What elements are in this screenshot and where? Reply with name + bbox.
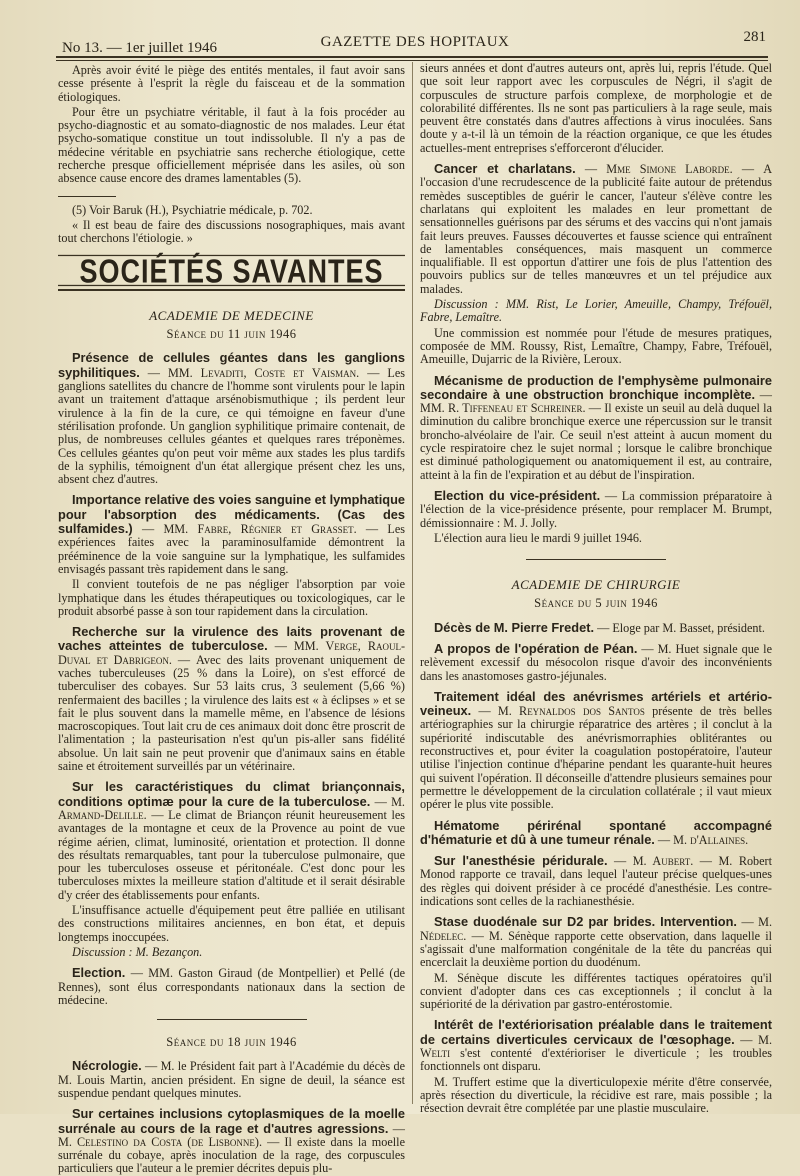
header-rule [56, 56, 768, 58]
entry-title: Sur les caractéristiques du climat briançonnais, conditions optimæ pour la cure de la tuberculose. [58, 779, 405, 809]
divider-rule [157, 1019, 307, 1020]
report-entry [58, 351, 405, 486]
intro-paragraph: Pour être un psychiatre véritable, il faut à la fois procéder au psycho-diagnostic et au somato-diagnostic de nos malades. Leur état psycho-somatique constitue un tout indissoluble. Il n'y a pas de médecine véritable en psychiatrie sans recherche étiologique, cette recherche presque officiellement méprisée dans les asiles, où son absence cause encore des drames lamentables (5). [58, 104, 405, 186]
entry-text: — La commission préparatoire à l'élection de la vice-présidence présente, pour remplacer M. Brumpt, démissionnaire : M. J. Jolly. [420, 488, 772, 530]
entry-title: Hématome périrénal spontané accompagné d'hématurie et dû à une tumeur rénale. [420, 817, 772, 847]
report-entry [420, 690, 772, 812]
entry-title: Stase duodénale sur D2 par brides. Intervention. [434, 914, 737, 930]
report-entry [420, 915, 772, 969]
report-entry [420, 819, 772, 848]
report-entry [58, 966, 405, 1007]
entry-authors: — MM. R. Tiffeneau et Schreiner. — [420, 387, 772, 416]
report-entry [58, 625, 405, 773]
entry-title: Cancer et charlatans. [434, 161, 576, 177]
entry-text: présente de très belles artériographies sur la chirurgie réparatrice des artères ; il conclut à la supériorité indiscutable des anévrismorraphies oblitérantes ou reconstructives et, pour éviter la coagulation postopératoire, l'auteur utilise l'injection continue d'héparine pendant les quarante-huit heures qui suivent l'opération. Il déconseille d'attendre plusieurs semaines pour permettre le développement de la circulation collatérale ; il vaut mieux opérer le plus vite possible. [420, 704, 772, 812]
entry-authors: — M. Welti [420, 1032, 772, 1060]
entry-text: — M. le Président fait part à l'Académie du décès de M. Louis Martin, ancien président. En signe de deuil, la séance est suspendue pendant quelques minutes. [58, 1059, 405, 1100]
entry-text: Une commission est nommée pour l'étude de mesures pratiques, composée de MM. Roussy, Rist, Lemaître, Champy, Fabre, Tréfouël, Ameuille, Dujarric de la Rivière, Leroux. [420, 325, 772, 367]
entry-discussion: Discussion : MM. Rist, Le Lorier, Ameuille, Champy, Tréfouël, Fabre, Lemaître. [420, 297, 772, 325]
report-entry [58, 780, 405, 902]
entry-text: M. Sénèque discute les différentes tactiques opératoires qu'il convient d'adopter dans ces cas exceptionnels ; il conclut à la supériorité de la dérivation par gastro-entérostomie. [420, 970, 772, 1012]
seance-date: Séance du 18 juin 1946 [166, 1035, 297, 1050]
seance-date: Séance du 11 juin 1946 [166, 327, 297, 342]
entry-title: Importance relative des voies sanguine et lymphatique pour l'absorption des médicaments. (Cas des sulfamides.) [58, 492, 405, 537]
entry-text: L'insuffisance actuelle d'équipement peut être palliée en utilisant des constructions militaires anciennes, en bon état, et depuis longtemps inoccupées. [58, 903, 405, 944]
entry-title: Traitement idéal des anévrismes artériels et artério-veineux. [420, 688, 772, 719]
footnote-quote: « Il est beau de faire des discussions nosographiques, mais avant tout cherchons l'étiologie. » [58, 217, 405, 246]
entry-authors: — MM. Levaditi, Coste et Vaisman. — [139, 365, 388, 380]
entry-authors: — M. Reynaldos dos Santos [471, 704, 653, 719]
footnote: (5) Voir Baruk (H.), Psychiatrie médicale, p. 702. [72, 202, 313, 217]
entry-title: A propos de l'opération de Péan. [434, 640, 638, 656]
page-number: 281 [743, 29, 766, 45]
report-entry [420, 854, 772, 908]
entry-authors: — MM. Verge, Raoul-Duval et Dabrigeon. — [58, 639, 406, 667]
entry-text: M. Sénèque rapporte cette observation, dans laquelle il s'agissait d'une malformation congénitale de la tête du pancréas qui encerclait la deuxième portion du duodénum. [420, 928, 772, 970]
entry-title: Intérêt de l'extériorisation préalable dans le traitement de certains diverticules cervicaux de l'œsophage. [420, 1017, 772, 1047]
entry-text: Il convient toutefois de ne pas négliger l'absorption par voie lymphatique dans les études thérapeutiques ou toxicologiques, car le produit absorbé passe à son tour rapidement dans la circulation. [58, 577, 405, 618]
entry-text: s'est contenté d'extérioriser le diverticule ; les troubles fonctionnels ont disparu. [420, 1046, 773, 1074]
right-column [420, 61, 773, 1116]
continued-text: sieurs années et dont d'autres auteurs ont, après lui, repris l'étude. Quel que soit leur rapport avec les corpuscules de Négri, il s'agit de corpuscules de structure parfois complexe, de morphologie et de colorabilité différentes. Ils ne sont pas particuliers à la rage seule, mais peuvent être constatés dans d'autres affections à virus inoculées. Sans doute y a-t-il là un témoin de la réaction organique, ce que les études actuelles-ment entreprises s'efforceront d'élucider. [420, 61, 772, 155]
report-entry [58, 1107, 405, 1175]
entry-text: L'élection aura lieu le mardi 9 juillet 1946. [434, 530, 642, 545]
entry-title: Election. [72, 965, 126, 981]
entry-text: Il existe un seuil au delà duquel la diminution du calibre bronchique exerce une répercussion sur le transit broncho-alvéolaire de l'air. Ce seuil n'est atteint à aucun moment du cycle respiratoire chez le sujet normal ; lorsque le calibre bronchique est diminué pathologiquement ou anatomiquement il est, au contraire, atteint à la fin de l'expiration et au début de l'inspiration. [420, 401, 772, 482]
divider-rule [526, 559, 666, 560]
report-entry [420, 162, 772, 296]
entry-authors: — M. Armand-Delille. — [58, 794, 405, 822]
report-entry [58, 493, 405, 576]
report-entry [420, 621, 772, 635]
entry-title: Décès de M. Pierre Fredet. [434, 619, 595, 635]
entry-text: Le climat de Briançon réunit heureusement les avantages de la montagne et ceux de la Provence au point de vue régime aérien, climat, luminosité, orientation et protection. Il donne des résultats remarquables, tant pour la tuberculose pulmonaire, que pour les tuberculoses osseuse et péritonéale. C'est donc pour les tuberculoses mixtes la meilleure station d'altitude et il serait désirable d'y créer des établissements pour enfants. [58, 807, 406, 902]
entry-authors: — Mme Simone Laborde. — [575, 162, 764, 177]
entry-text: M. Truffert estime que la diverticulopexie mérite d'être conservée, après résection du diverticule, la récidive est rare, mais possible ; la résection devrait être complétée par une plastie musculaire. [420, 1074, 772, 1116]
seance-date: Séance du 5 juin 1946 [534, 596, 658, 611]
section-title: SOCIÉTÉS SAVANTES [58, 254, 405, 286]
entry-authors: — M. d'Allaines. [654, 832, 749, 847]
entry-discussion: Discussion : M. Bezançon. [72, 944, 203, 959]
entry-text: — MM. Gaston Giraud (de Montpellier) et Pellé (de Rennes), sont élus correspondants nationaux dans la section de médecine. [58, 966, 405, 1007]
left-column [58, 63, 406, 1176]
page-header [56, 26, 774, 56]
intro-paragraph: Après avoir évité le piège des entités mentales, il faut avoir sans cesse présente à l'esprit la règle du faisceau et de la sommation étiologiques. [58, 63, 405, 104]
entry-title: Recherche sur la virulence des laits provenant de vaches atteintes de tuberculose. [58, 624, 405, 654]
entry-authors: — MM. Fabre, Régnier et Grasset. — [132, 522, 388, 537]
academie-heading: ACADEMIE DE MEDECINE [149, 307, 314, 323]
entry-title: Nécrologie. [72, 1058, 142, 1074]
entry-authors: — M. Celestino da Costa (de Lisbonne). — [58, 1121, 405, 1149]
entry-text: Avec des laits provenant uniquement de vaches tuberculeuses (25 % dans la Loire), on s'est efforcé de tuberculiser des cobayes. Sur 53 laits crus, 3 seulement (5,66 %) renfermaient des bacilles ; la virulence des laits est « à éclipses » et se fait le plus souvent dans la mamelle même, en l'absence de lésions macroscopiques. Tout lait cru de ces animaux doit donc être proscrit de l'alimentation ; la pasteurisation n'est qu'un pis-aller sans fidélité absolue. Un lait sain ne peut provenir que d'animaux sains en étable saine et étroitement surveillés par un vétérinaire. [58, 652, 405, 774]
entry-text: Les ganglions satellites du chancre de l'homme sont virulents pour le lapin avant un traitement d'attaque arsénobismuthique ; ils perdent leur virulence à la fin de la cure, ce qui témoigne en faveur d'une stérilisation profonde. Un ganglion syphilitique primaire contenait, de plus, de nombreuses cellules géantes et quelques rares tréponèmes. Ces cellules géantes qu'on peut voir même aux stades les plus tardifs de la syphilis, témoignent d'un état allergique présent chez les uns, absent chez d'autres. [58, 365, 405, 487]
academie-heading: ACADEMIE DE CHIRURGIE [511, 577, 681, 593]
entry-text: M. Robert Monod rapporte ce travail, dans lequel l'auteur précise quelques-unes des règles qui doivent présider à ce procédé d'anesthésie. Les contre-indications sont celles de la rachianesthésie. [420, 854, 772, 909]
entry-text: — M. Huet signale que le relèvement excessif du mésocolon risque d'avoir des inconvénients dans les anastomoses gastro-jéjunales. [420, 641, 772, 683]
report-entry [420, 489, 772, 530]
entry-title: Sur l'anesthésie péridurale. [434, 853, 608, 869]
column-divider [412, 62, 413, 1104]
entry-authors: — M. Nédelec. — [420, 915, 773, 943]
entry-text: Les expériences faites avec la paraminosulfamide démontrent la prééminence de la voie sanguine sur la lymphatique, les sulfamides envisagés passant très rapidement dans le sang. [58, 522, 405, 576]
entry-text: — Eloge par M. Basset, président. [594, 620, 765, 635]
report-entry [58, 1059, 405, 1100]
report-entry [420, 642, 772, 683]
entry-title: Mécanisme de production de l'emphysème pulmonaire secondaire à une obstruction bronchique incomplète. [420, 372, 772, 402]
entry-title: Election du vice-président. [434, 487, 601, 503]
entry-authors: — M. Aubert. — [607, 854, 719, 869]
entry-title: Sur certaines inclusions cytoplasmiques de la moelle surrénale au cours de la rage et d'autres agressions. [58, 1106, 405, 1136]
entry-text: Il existe dans la moelle surrénale du cobaye, après inoculation de la rage, des corpuscules particuliers que l'auteur a le premier décrites depuis plu- [58, 1134, 405, 1176]
footnote-rule [58, 196, 116, 197]
issue-number: No 13. — 1er juillet 1946 [62, 40, 217, 56]
entry-title: Présence de cellules géantes dans les ganglions syphilitiques. [58, 350, 405, 380]
report-entry [420, 374, 772, 482]
entry-text: A l'occasion d'une recrudescence de la publicité faite autour de prétendus remèdes susceptibles de guérir le cancer, l'auteur s'élève contre les charlatans qui exploitent les malades en leur promettant de sensationnelles guérisons par des sérums et des vaccins qui n'ont jamais fait leurs preuves. Fausses découvertes et fausse science qui entraînent de lamentables conséquences, mais masquent un commerce inqualifiable. Il est opportun d'attirer une fois de plus l'attention des pouvoirs publics sur de telles manœuvres et un tel préjudice aux malades. [420, 162, 773, 296]
journal-title: GAZETTE DES HOPITAUX [320, 34, 510, 50]
report-entry [420, 1018, 772, 1073]
